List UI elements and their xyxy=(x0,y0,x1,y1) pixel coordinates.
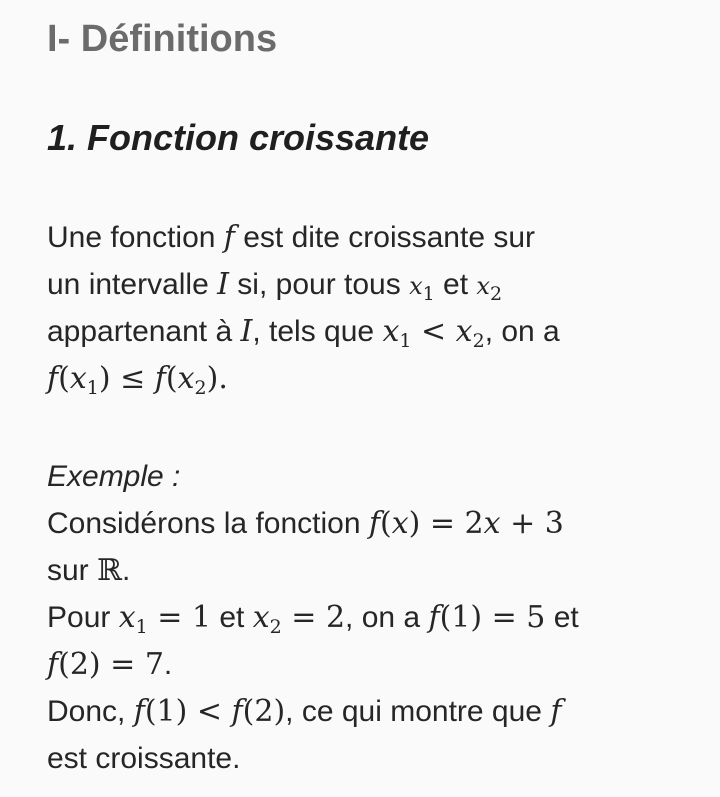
math-x2: x xyxy=(476,272,490,300)
example-paragraph xyxy=(47,453,579,782)
math-I: I xyxy=(217,267,229,302)
example-line-5: Donc, f(1) < f(2), ce qui montre que f xyxy=(47,694,562,729)
example-line-2: sur ℝ. xyxy=(47,553,131,588)
example-line-3: Pour $x_1 = 1$ et $x_2 = 2$, on a f(1) = 5 et xyxy=(47,600,579,638)
math-f: f xyxy=(223,220,235,255)
definition-line-1: Une fonction f est dite croissante sur xyxy=(47,220,536,255)
definition-paragraph xyxy=(47,214,560,402)
subsection-title: 1. Fonction croissante xyxy=(47,117,430,158)
math-x1: x xyxy=(409,272,423,300)
math-reals: ℝ xyxy=(97,553,122,588)
math-x1: x xyxy=(382,314,400,349)
math-I: I xyxy=(240,314,253,349)
definition-line-2: un intervalle I si, pour tous $x_1$ et $x_2$ xyxy=(47,267,503,305)
definition-line-3: appartenant à I, tels que $x_1 < x_2$, on a xyxy=(47,314,560,352)
example-line-6: est croissante. xyxy=(47,742,241,775)
section-title: I- Définitions xyxy=(47,18,278,60)
example-label: Exemple : xyxy=(47,460,181,493)
math-x2: x xyxy=(455,314,473,349)
example-line-1: Considérons la fonction f(x) = 2x + 3 xyxy=(47,506,564,541)
definition-line-4: $f(x_1) \le f(x_2)$. xyxy=(47,361,228,399)
example-line-4: f(2) = 7. xyxy=(47,647,173,682)
